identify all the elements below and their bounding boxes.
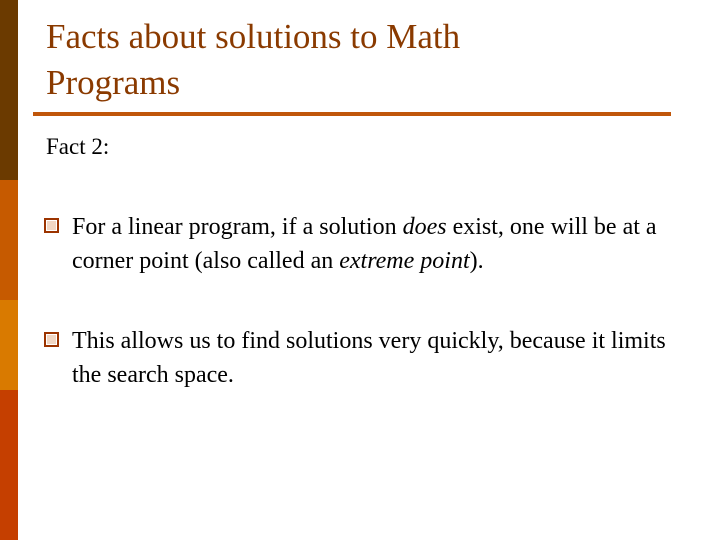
bullet-1-emphasis-extreme-point: extreme point <box>339 248 470 274</box>
bullet-1-text-c: ). <box>469 248 484 274</box>
bullet-list <box>46 210 686 392</box>
bullet-1-text-a: For a linear program, if a solution <box>72 214 403 240</box>
slide-title <box>46 14 686 106</box>
title-divider <box>33 112 671 116</box>
fact-heading: Fact 2: <box>46 134 110 159</box>
square-bullet-icon <box>44 218 59 233</box>
decorative-sidebar <box>0 0 18 540</box>
bullet-1-text-b: exist, one will be at a corner point (also called an <box>72 214 657 274</box>
sidebar-segment-brown <box>0 0 18 180</box>
sidebar-segment-orange <box>0 180 18 300</box>
bullet-2-text: This allows us to find solutions very quickly, because it limits the search space. <box>72 328 666 388</box>
slide-title-line1: Facts about solutions to Math <box>46 17 461 56</box>
square-bullet-icon <box>44 332 59 347</box>
bullet-item-2 <box>46 324 686 392</box>
slide-title-line2: Programs <box>46 63 181 102</box>
bullet-1-emphasis-does: does <box>402 214 447 240</box>
sidebar-segment-red-orange <box>0 390 18 540</box>
bullet-item-1 <box>46 210 686 278</box>
sidebar-segment-amber <box>0 300 18 390</box>
